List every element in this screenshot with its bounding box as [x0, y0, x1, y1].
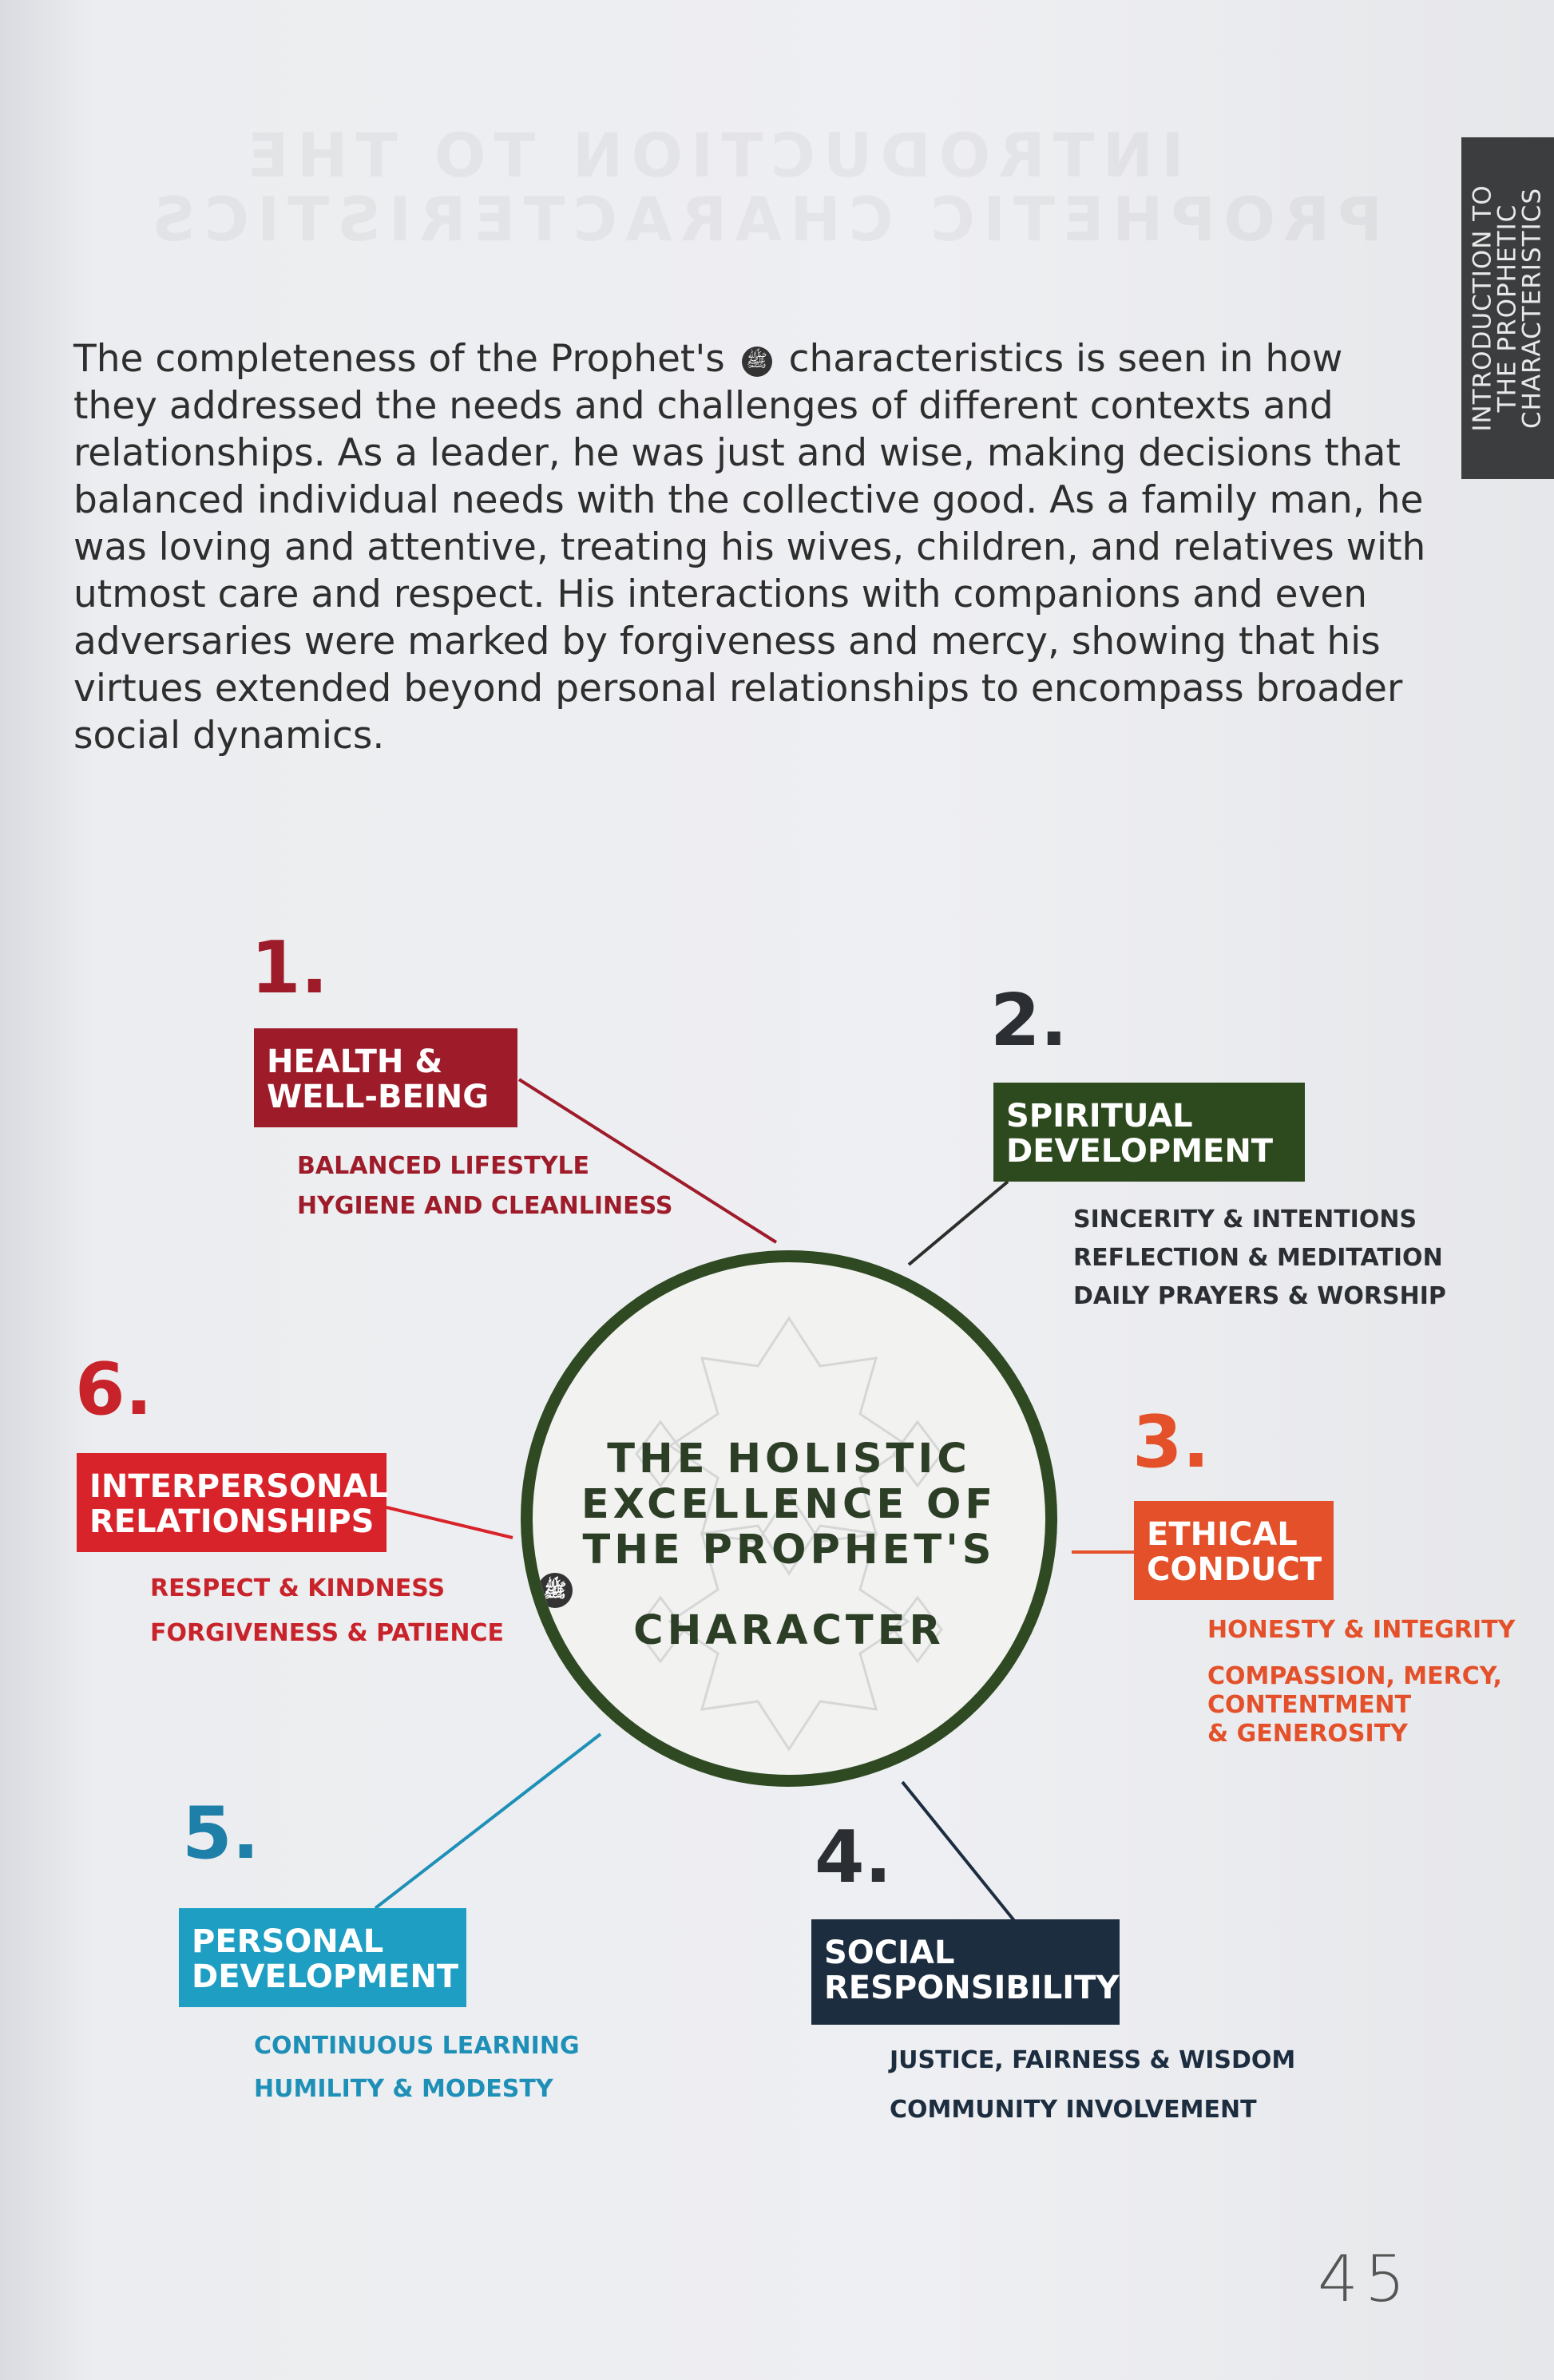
- connector-line-4: [902, 1782, 1016, 1923]
- category-items-social: [890, 2036, 1295, 2135]
- category-item: DAILY PRAYERS & WORSHIP: [1073, 1282, 1446, 1310]
- side-tab-line: INTRODUCTION TO: [1468, 184, 1497, 432]
- category-item: JUSTICE, FAIRNESS & WISDOM: [890, 2046, 1296, 2074]
- category-number-2: 2.: [990, 979, 1068, 1063]
- category-title-line: PERSONAL: [192, 1923, 384, 1960]
- category-item: & GENEROSITY: [1207, 1720, 1408, 1748]
- category-number-1: 1.: [251, 926, 328, 1010]
- category-items-health: [297, 1146, 673, 1226]
- center-title-line-3: [533, 1527, 1045, 1608]
- category-item: RESPECT & KINDNESS: [150, 1574, 446, 1602]
- side-tab-line: CHARACTERISTICS: [1517, 187, 1547, 430]
- category-item: COMPASSION, MERCY,: [1207, 1662, 1502, 1690]
- category-item: COMMUNITY INVOLVEMENT: [890, 2096, 1257, 2124]
- center-title-line: THE HOLISTIC: [607, 1436, 971, 1483]
- category-title-line: DEVELOPMENT: [192, 1958, 459, 1995]
- intro-text-start: The completeness of the Prophet's: [73, 337, 725, 381]
- category-items-personal: [254, 2025, 580, 2111]
- category-title-line: SOCIAL: [824, 1934, 955, 1971]
- connector-line-2: [909, 1182, 1008, 1265]
- category-item: CONTINUOUS LEARNING: [254, 2032, 580, 2060]
- category-title-line: HEALTH &: [267, 1043, 443, 1080]
- category-item: HUMILITY & MODESTY: [254, 2075, 553, 2103]
- category-number-5: 5.: [182, 1792, 260, 1875]
- center-title-line: CHARACTER: [633, 1607, 945, 1654]
- category-box-health: [254, 1028, 517, 1127]
- category-box-interpersonal: [77, 1453, 387, 1552]
- category-title-line: SPIRITUAL: [1006, 1098, 1193, 1135]
- pbuh-icon: ﷺ: [742, 347, 772, 377]
- category-number-3: 3.: [1132, 1400, 1210, 1484]
- center-circle: [521, 1250, 1057, 1787]
- category-item: BALANCED LIFESTYLE: [297, 1152, 590, 1180]
- category-number-6: 6.: [75, 1348, 153, 1432]
- category-title-line: RESPONSIBILITY: [824, 1970, 1120, 2006]
- center-title: [533, 1436, 1045, 1653]
- category-number-4: 4.: [815, 1816, 892, 1899]
- category-item: REFLECTION & MEDITATION: [1073, 1244, 1443, 1272]
- page-number: 45: [1318, 2242, 1412, 2316]
- intro-text-rest: characteristics is seen in how they addressed the needs and challenges of different contexts and relationships. As a leader, he was just and wise, making decisions that balanced individual needs with the collective good. As a family man, he was loving and attentive, treating his wives, children, and relatives with utmost care and respect. His interactions with companions and even adversaries were marked by forgiveness and mercy, showing that his virtues extended beyond personal relationships to encompass broader social dynamics.: [73, 337, 1426, 758]
- category-box-social: [811, 1919, 1120, 2025]
- center-title-line: EXCELLENCE OF: [581, 1481, 997, 1528]
- category-title-line: ETHICAL: [1147, 1516, 1298, 1553]
- category-item: SINCERITY & INTENTIONS: [1073, 1206, 1417, 1234]
- category-title-line: CONDUCT: [1147, 1551, 1322, 1588]
- category-item: CONTENTMENT: [1207, 1691, 1412, 1719]
- category-title-line: WELL-BEING: [267, 1079, 490, 1115]
- category-items-ethical: [1207, 1616, 1515, 1748]
- category-item: HYGIENE AND CLEANLINESS: [297, 1192, 673, 1220]
- category-title-line: RELATIONSHIPS: [89, 1503, 375, 1540]
- center-title-line-text: THE PROPHET'S: [582, 1527, 996, 1574]
- category-box-ethical: [1134, 1501, 1334, 1600]
- category-items-spiritual: [1073, 1201, 1446, 1316]
- side-tab-line: THE PROPHETIC: [1493, 204, 1522, 413]
- category-title-line: DEVELOPMENT: [1006, 1133, 1274, 1170]
- category-box-spiritual: [993, 1083, 1305, 1182]
- connector-line-6: [387, 1507, 513, 1538]
- category-title-line: INTERPERSONAL: [89, 1468, 388, 1505]
- category-items-interpersonal: [150, 1566, 504, 1656]
- category-item: HONESTY & INTEGRITY: [1207, 1616, 1516, 1644]
- category-item: FORGIVENESS & PATIENCE: [150, 1619, 504, 1647]
- pbuh-icon: ﷺ: [537, 1573, 573, 1608]
- category-box-personal: [179, 1908, 466, 2007]
